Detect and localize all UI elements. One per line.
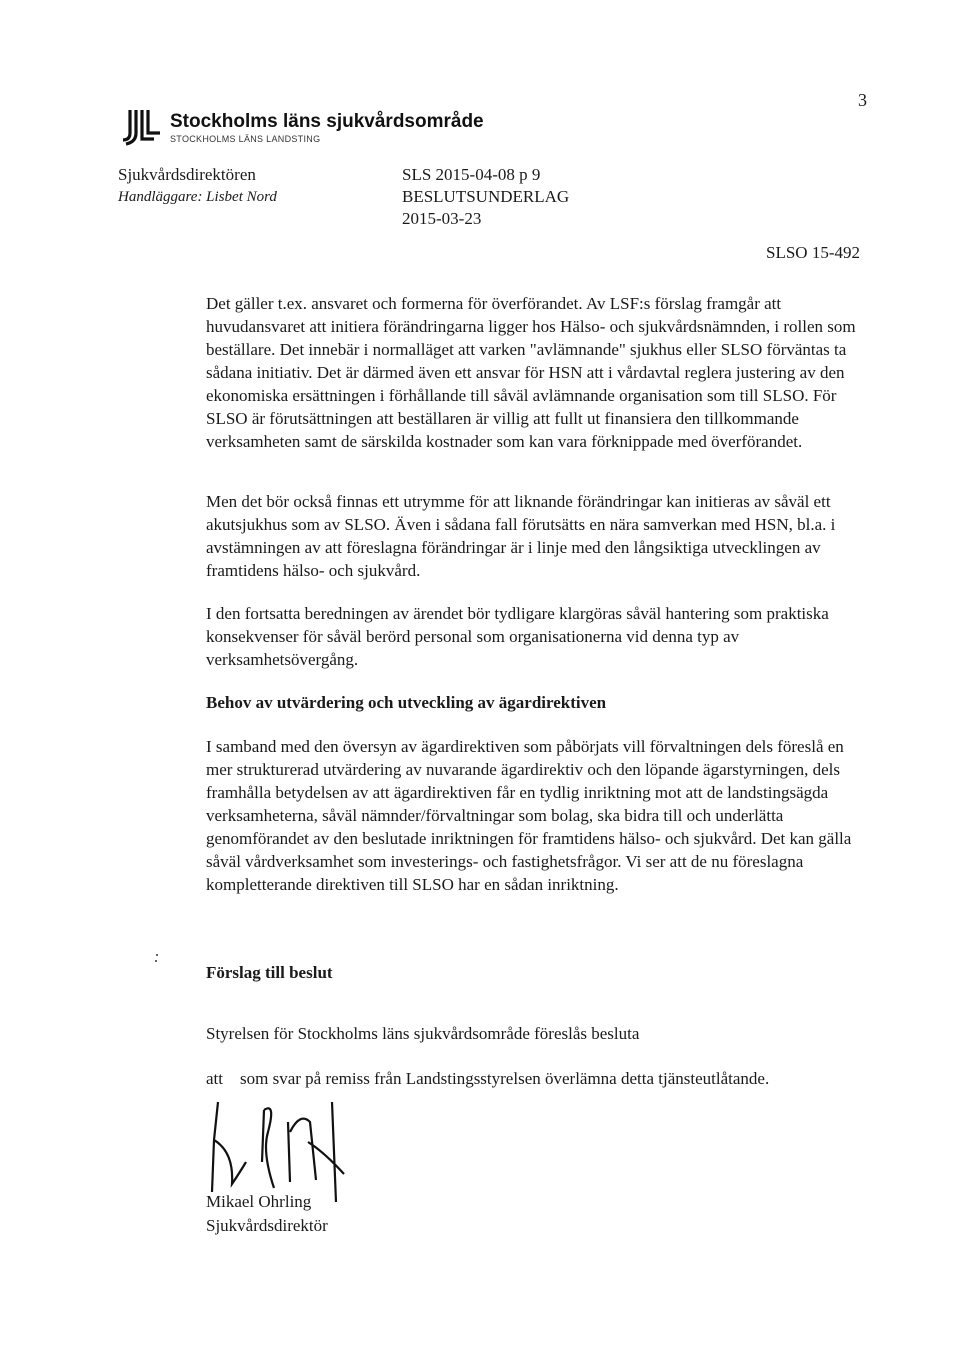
handler: Handläggare: Lisbet Nord: [118, 189, 277, 205]
page-number: 3: [858, 90, 867, 110]
header-middle: [402, 164, 569, 230]
document-date: 2015-03-23: [402, 209, 482, 228]
section-heading-proposal: Förslag till beslut: [206, 963, 333, 982]
organization-logo: [120, 107, 540, 153]
organization-name: Stockholms läns sjukvårdsområde: [170, 111, 484, 132]
handwritten-signature: [204, 1092, 364, 1202]
signer-name: Mikael Ohrling: [206, 1192, 312, 1211]
header-left: [118, 164, 277, 208]
meeting-reference: SLS 2015-04-08 p 9: [402, 165, 541, 184]
organization-parent: STOCKHOLMS LÄNS LANDSTING: [170, 134, 321, 144]
margin-mark-icon: [152, 952, 166, 966]
paragraph-decision-statement: att som svar på remiss från Landstingsstyrelsen överlämna detta tjänsteutlåtande.: [206, 1069, 770, 1088]
section-heading-evaluation: Behov av utvärdering och utveckling av ägardirektiven: [206, 693, 607, 712]
reference-number: SLSO 15-492: [766, 243, 860, 262]
paragraph-initiative: Men det bör också finnas ett utrymme för att liknande förändringar kan initieras av såväl ett akutsjukhus som av SLSO. Även i sådana fall förutsätts en nära samverkan med HSN, bl.a. i avstämningen av att föreslagna förändringar är i linje med den långsiktiga utvecklingen av framtidens hälso- och sjukvård.: [206, 492, 836, 580]
document-type: BESLUTSUNDERLAG: [402, 187, 570, 206]
department: Sjukvårdsdirektören: [118, 165, 256, 184]
paragraph-transfer-responsibility: Det gäller t.ex. ansvaret och formerna för överförandet. Av LSF:s förslag framgår att huvudansvaret att initiera förändringarna ligger hos Hälso- och sjukvårdsnämnden, i rollen som beställare. Det innebär i normalläget att varken "avlämnande" sjukhus eller SLSO förväntas ta sådana initiativ. Det är därmed även ett ansvar för HSN att i vårdavtal reglera justering av den ekonomiska ersättningen i förhållande till såväl avlämnande organisation som till SLSO. För SLSO är förutsättningen att beställaren är villig att fullt ut finansiera den tillkommande verksamheten samt de särskilda kostnader som kan vara förknippade med överförandet.: [206, 294, 856, 451]
sll-logo-icon: [120, 107, 164, 147]
paragraph-board-decision: Styrelsen för Stockholms läns sjukvårdsområde föreslås besluta: [206, 1024, 640, 1043]
signature-block: [206, 1190, 328, 1238]
paragraph-further-preparation: I den fortsatta beredningen av ärendet bör tydligare klargöras såväl hantering som praktiska konsekvenser för såväl berörd personal som organisationerna vid denna typ av verksamhetsövergång.: [206, 604, 829, 669]
paragraph-owner-directives: I samband med den översyn av ägardirektiven som påbörjats vill förvaltningen dels föreslå en mer strukturerad utvärdering av nuvarande ägardirektiv och den löpande ägarstyrningen, dels framhålla betydelsen av att ägardirektiven får en tydlig inriktning mot att de landstingsägda verksamheterna, såväl nämnder/förvaltningar som bolag, ska bidra till och underlätta genomförandet av den beslutade inriktningen för framtidens hälso- och sjukvård. Det kan gälla såväl vårdverksamhet som investerings- och fastighetsfrågor. Vi ser att de nu föreslagna kompletterande direktiven till SLSO har en sådan inriktning.: [206, 737, 852, 894]
signer-title: Sjukvårdsdirektör: [206, 1216, 328, 1235]
